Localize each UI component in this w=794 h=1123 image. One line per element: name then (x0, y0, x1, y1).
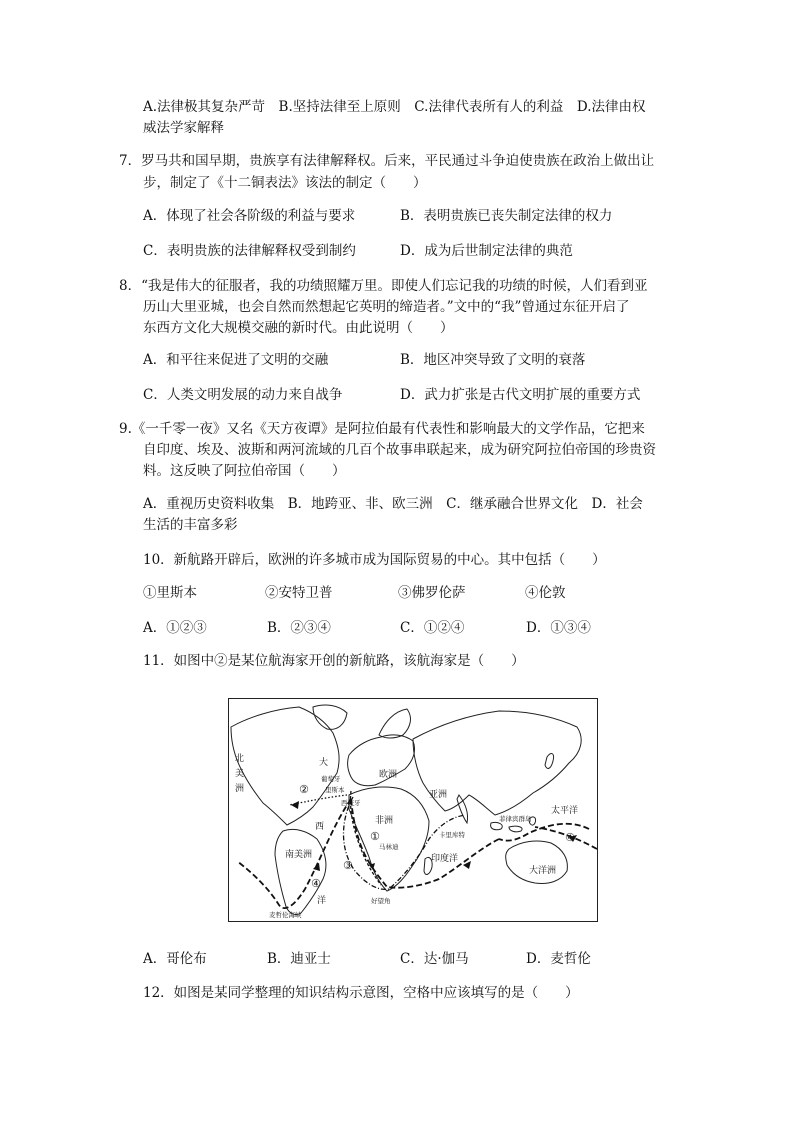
q11-option-b[interactable]: B．迪亚士 (267, 951, 331, 967)
scandinavia-outline (379, 709, 410, 738)
map-svg (229, 699, 597, 921)
route-4-marker-atlantic: ④ (311, 877, 321, 890)
q8-stem-line2: 历山大里亚城，也会自然而然想起它英明的缔造者。”文中的“我”曾通过东征开启了 (143, 299, 630, 315)
australia-outline (506, 841, 568, 884)
q7-stem-line1: 7．罗马共和国早期，贵族享有法律解释权。后来，平民通过斗争迫使贵族在政治上做出让 (119, 153, 655, 169)
q10-item-2: ②安特卫普 (265, 585, 333, 601)
label-da: 大 (319, 758, 329, 768)
label-pacific: 太平洋 (551, 806, 579, 816)
label-south-america: 南美洲 (285, 850, 313, 860)
label-xi: 西 (315, 822, 325, 832)
label-oceania: 大洋洲 (529, 866, 557, 876)
q8-option-c[interactable]: C．人类文明发展的动力来自战争 (143, 387, 343, 403)
label-spain: 西班牙 (341, 799, 361, 807)
q7-option-a[interactable]: A．体现了社会各阶级的利益与要求 (143, 208, 356, 224)
q10-option-d[interactable]: D．①③④ (526, 620, 591, 636)
q11-option-a[interactable]: A．哥伦布 (143, 951, 207, 967)
label-zhou: 洲 (235, 784, 245, 794)
q11-option-d[interactable]: D．麦哲伦 (526, 951, 591, 967)
q8-stem-line1: 8．“我是伟大的征服者，我的功绩照耀万里。即使人们忘记我的功绩的时候，人们看到亚 (119, 278, 648, 294)
q8-option-d[interactable]: D．武力扩张是古代文明扩展的重要方式 (400, 387, 641, 403)
q6-options-line1: A.法律极其复杂严苛 B.坚持法律至上原则 C.法律代表所有人的利益 D.法律由权 (143, 99, 646, 115)
q10-item-4: ④伦敦 (525, 585, 566, 601)
q9-stem-line2: 自印度、埃及、波斯和两河流域的几百个故事串联起来，成为研究阿拉伯帝国的珍贵资 (143, 442, 656, 458)
label-good-hope: 好望角 (371, 897, 391, 905)
route-2-marker: ② (299, 783, 309, 796)
label-philippines: 菲律宾群岛 (499, 815, 532, 823)
label-north: 北 (235, 754, 245, 764)
q9-options-line1[interactable]: A．重视历史资料收集 B．地跨亚、非、欧三洲 C．继承融合世界文化 D．社会 (143, 496, 643, 512)
q7-option-d[interactable]: D．成为后世制定法律的典范 (400, 243, 573, 259)
label-portugal: 葡萄牙 (321, 775, 341, 783)
q6-options-line2: 威法学家解释 (143, 120, 224, 136)
q11-stem: 11．如图中②是某位航海家开创的新航路，该航海家是（ ） (143, 653, 525, 669)
q10-stem: 10．新航路开辟后，欧洲的许多城市成为国际贸易的中心。其中包括（ ） (143, 552, 606, 568)
label-yang: 洋 (317, 896, 327, 906)
q8-option-a[interactable]: A．和平往来促进了文明的交融 (143, 352, 329, 368)
q9-stem-line1: 9.《一千零一夜》又名《天方夜谭》是阿拉伯最有代表性和影响最大的文学作品，它把来 (119, 421, 645, 437)
label-calicut: 卡里库特 (439, 831, 465, 839)
q11-option-c[interactable]: C．达·伽马 (400, 951, 469, 967)
route-1-marker: ① (370, 830, 380, 843)
label-lisbon: 里斯本 (325, 786, 345, 794)
q12-stem: 12．如图是某同学整理的知识结构示意图，空格中应该填写的是（ ） (143, 985, 579, 1001)
q7-stem-line2: 步，制定了《十二铜表法》该法的制定（ ） (143, 175, 427, 191)
q9-options-line2[interactable]: 生活的丰富多彩 (143, 517, 238, 533)
india-outline (457, 795, 468, 823)
q10-option-b[interactable]: B．②③④ (267, 620, 331, 636)
japan-outline (545, 754, 554, 769)
label-america: 美 (235, 769, 245, 779)
q7-option-c[interactable]: C．表明贵族的法律解释权受到制约 (143, 243, 356, 259)
label-europe: 欧洲 (379, 770, 398, 780)
label-indian-ocean: 印度洋 (431, 854, 459, 864)
q10-option-c[interactable]: C．①②④ (400, 620, 465, 636)
new-sea-routes-map (228, 698, 598, 922)
route-4-marker-pacific: ④ (565, 831, 575, 844)
route-3-marker: ③ (343, 859, 353, 872)
label-asia: 亚洲 (429, 790, 448, 800)
q9-stem-line3: 料。这反映了阿拉伯帝国（ ） (143, 463, 346, 479)
q8-stem-line3: 东西方文化大规模交融的新时代。由此说明（ ） (143, 320, 454, 336)
q8-option-b[interactable]: B．地区冲突导致了文明的衰落 (400, 352, 586, 368)
label-africa: 非洲 (375, 816, 394, 826)
q10-option-a[interactable]: A．①②③ (143, 620, 207, 636)
q7-option-b[interactable]: B．表明贵族已丧失制定法律的权力 (400, 208, 613, 224)
africa-outline (349, 787, 429, 891)
label-magellan-strait: 麦哲伦海峡 (269, 911, 302, 919)
q10-item-1: ①里斯本 (143, 585, 197, 601)
label-malindi: 马林迪 (379, 843, 399, 851)
q10-item-3: ③佛罗伦萨 (398, 585, 466, 601)
arrow-route2 (291, 801, 299, 809)
